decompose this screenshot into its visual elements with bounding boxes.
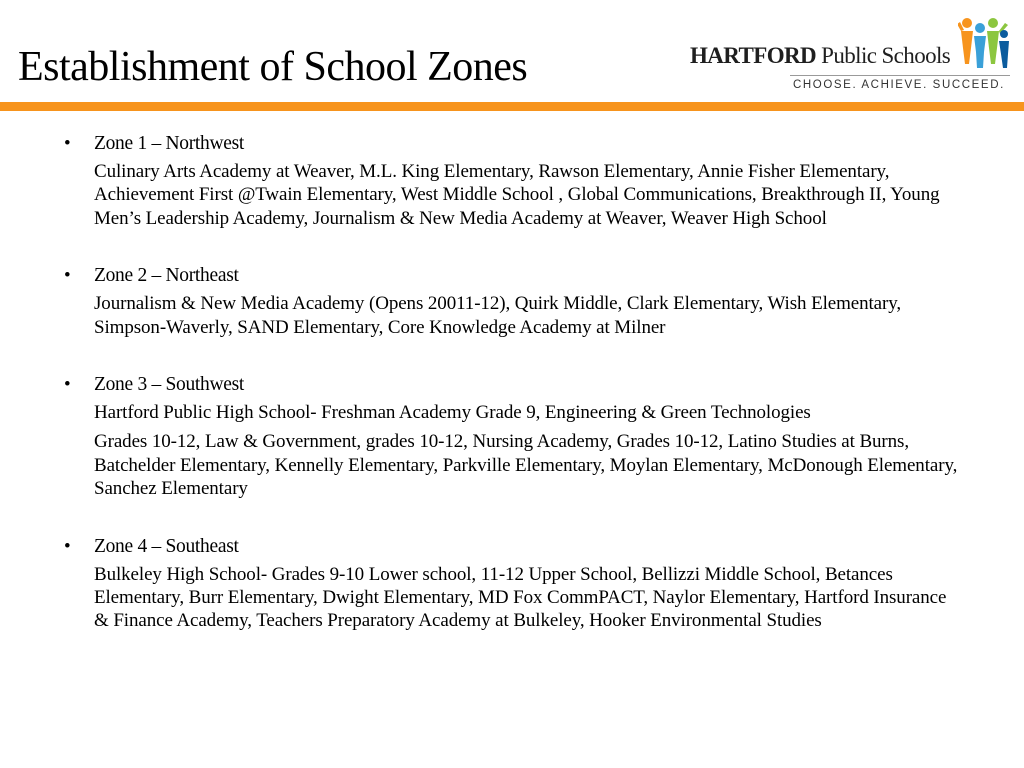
zone-1-section: [64, 132, 964, 230]
schools-paragraph: Culinary Arts Academy at Weaver, M.L. King Elementary, Rawson Elementary, Annie Fisher Elementary, Achievement First @Twain Elementary, West Middle School , Global Communications, Breakthrough II, Young Men’s Leadership Academy, Journalism & New Media Academy at Weaver, Weaver High School: [94, 161, 940, 229]
hartford-public-schools-logo: [690, 14, 1010, 94]
logo-name-regular: Public Schools: [816, 43, 951, 68]
zone-schools: [94, 563, 964, 633]
title-underline-bar: [0, 102, 1024, 111]
zone-list: [64, 132, 964, 667]
zone-heading: [64, 264, 964, 288]
logo-tagline: CHOOSE. ACHIEVE. SUCCEED.: [793, 79, 1005, 91]
logo-divider: [790, 75, 1010, 76]
people-figures-icon: [958, 14, 1010, 70]
slide-title: Establishment of School Zones: [18, 44, 528, 90]
zone-title: Zone 1 – Northwest: [94, 133, 245, 154]
bullet-icon: •: [64, 535, 71, 557]
zone-schools: [94, 292, 964, 339]
zone-3-section: [64, 373, 964, 501]
zone-title: Zone 2 – Northeast: [94, 265, 239, 287]
bullet-icon: •: [64, 374, 71, 396]
schools-paragraph: Hartford Public High School- Freshman Academy Grade 9, Engineering & Green Technologies: [94, 402, 811, 424]
bullet-icon: •: [64, 265, 71, 287]
zone-title: Zone 4 – Southeast: [94, 535, 239, 557]
zone-schools: [94, 401, 964, 501]
zone-heading: [64, 132, 964, 156]
zone-heading: [64, 373, 964, 397]
schools-paragraph: Grades 10-12, Law & Government, grades 10-12, Nursing Academy, Grades 10-12, Latino Studies at Burns, Batchelder Elementary, Kennelly Elementary, Parkville Elementary, Moylan Elementary, McDonough Elementary, Sanchez Elementary: [94, 431, 958, 500]
bullet-icon: •: [64, 133, 71, 154]
zone-heading: [64, 535, 964, 559]
schools-paragraph: Journalism & New Media Academy (Opens 20011-12), Quirk Middle, Clark Elementary, Wish Elementary, Simpson-Waverly, SAND Elementary, Core Knowledge Academy at Milner: [94, 293, 902, 338]
zone-4-section: [64, 535, 964, 633]
logo-name-bold: HARTFORD: [690, 43, 817, 68]
schools-paragraph: Bulkeley High School- Grades 9-10 Lower school, 11-12 Upper School, Bellizzi Middle School, Betances Elementary, Burr Elementary, Dwight Elementary, MD Fox CommPACT, Naylor Elementary, Hartford Insurance & Finance Academy, Teachers Preparatory Academy at Bulkeley, Hooker Environmental Studies: [94, 563, 947, 632]
logo-name: [690, 44, 950, 67]
zone-title: Zone 3 – Southwest: [94, 374, 245, 396]
zone-schools: [94, 160, 964, 230]
zone-2-section: [64, 264, 964, 339]
